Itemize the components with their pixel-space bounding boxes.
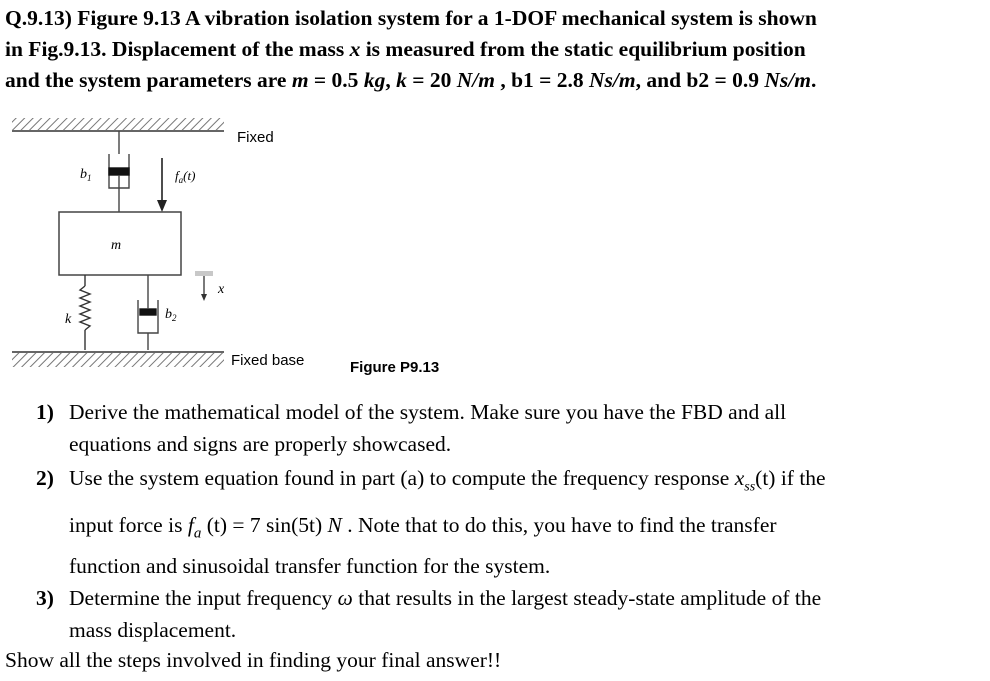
task-item: 1) Derive the mathematical model of the system. Make sure you have the FBD and all equations and signs are properly showcased. <box>36 396 981 460</box>
x-label: x <box>218 282 225 297</box>
task-item: 3) Determine the input frequency ω that results in the largest steady-state amplitude of the mass displacement. <box>36 582 981 646</box>
fixed-base-hatch <box>12 353 224 367</box>
mass-label: m <box>111 238 122 253</box>
question-line-3: and the system parameters are m = 0.5 kg, k = 20 N/m , b1 = 2.8 Ns/m, and b2 = 0.9 Ns/m. <box>5 68 817 92</box>
fixed-label: Fixed <box>237 129 274 146</box>
force-arrow <box>157 158 167 212</box>
xss-symbol: $x_{ss}(t)$ <box>734 466 776 495</box>
b1-unit: Ns/m <box>589 68 636 92</box>
b2-label: $b_2$ <box>165 307 177 323</box>
k-label: k <box>65 312 72 327</box>
spring-symbol: k <box>396 68 407 92</box>
question-line-1: Q.9.13) Figure 9.13 A vibration isolation system for a 1-DOF mechanical system is shown <box>5 6 817 30</box>
omega-symbol: ω <box>337 585 353 610</box>
damper-b2 <box>138 275 158 350</box>
fa-symbol: $f_a$ <box>187 513 202 542</box>
fixed-ceiling-hatch <box>12 118 224 130</box>
spring-unit: N/m <box>456 68 495 92</box>
task-list <box>36 396 981 646</box>
displacement-indicator <box>195 271 213 301</box>
var-x: x <box>349 37 361 61</box>
mass-symbol: m <box>291 68 309 92</box>
closing-instruction: Show all the steps involved in finding your final answer!! <box>5 648 502 672</box>
b2-unit: Ns/m <box>764 68 811 92</box>
mass-unit: kg <box>363 68 386 92</box>
task-number: 1) <box>36 400 54 424</box>
task-number: 2) <box>36 466 54 490</box>
b1-label: $b_1$ <box>80 167 92 183</box>
question-statement <box>5 3 985 96</box>
force-label: $f_a(t)$ <box>175 168 196 185</box>
spring-k <box>80 275 90 350</box>
question-line-2: in Fig.9.13. Displacement of the mass x is measured from the static equilibrium position <box>5 37 806 61</box>
task-number: 3) <box>36 585 54 610</box>
task-item: 2) Use the system equation found in part (a) to compute the frequency response $x_{ss}(t)$ if the input force is $f_a$ (t) = 7 sin(5t) N . Note that to do this, you have to find the transfer function and sinusoidal transfer function for the system. <box>36 462 981 582</box>
damper-b1 <box>109 131 129 212</box>
figure-caption: Figure P9.13 <box>350 359 440 376</box>
fixed-base-label: Fixed base <box>231 352 305 369</box>
vibration-isolation-figure <box>0 108 470 384</box>
